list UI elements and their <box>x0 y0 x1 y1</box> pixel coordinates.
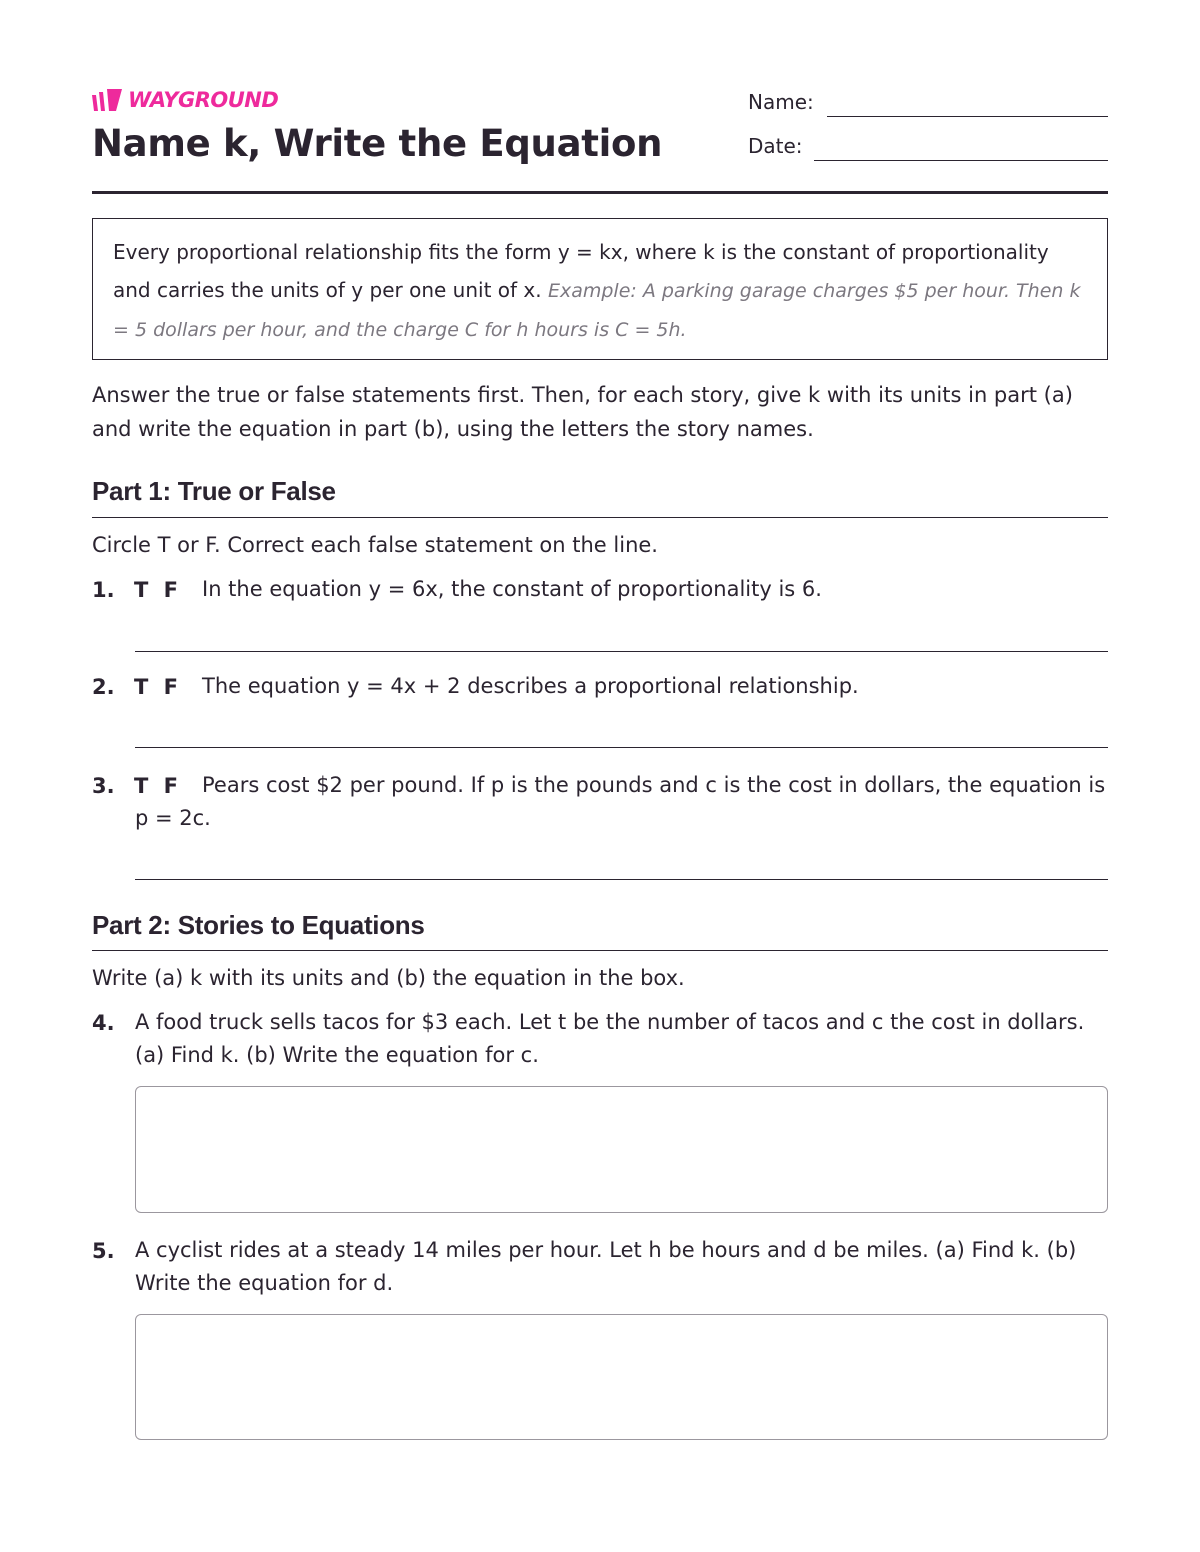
question-text: In the equation y = 6x, the constant of proportionality is 6. <box>202 577 822 601</box>
definition-example: Example: A parking garage charges $5 per hour. Then k = 5 dollars per hour, and the charge C for h hours is C = 5h. <box>113 280 1081 341</box>
question-number: 2. <box>92 675 115 699</box>
brand-name: WAYGROUND <box>128 88 279 112</box>
instructions: Answer the true or false statements first. Then, for each story, give k with its units in part (a) and write the equation in part (b), using the letters the story names. <box>92 383 1073 441</box>
question-number: 4. <box>92 1011 115 1035</box>
part1-heading: Part 1: True or False <box>92 476 336 506</box>
part2-heading: Part 2: Stories to Equations <box>92 910 425 940</box>
true-false-choice[interactable]: T F <box>134 578 182 602</box>
part2-direction: Write (a) k with its units and (b) the equation in the box. <box>92 966 685 990</box>
date-field[interactable] <box>814 160 1108 161</box>
question-number: 5. <box>92 1239 115 1263</box>
question-text: A food truck sells tacos for $3 each. Let t be the number of tacos and c the cost in dollars. (a) Find k. (b) Write the equation for c. <box>135 1010 1085 1067</box>
date-label: Date: <box>748 134 803 158</box>
part1-divider <box>92 517 1108 518</box>
correction-line[interactable] <box>135 879 1108 880</box>
header-divider <box>92 191 1108 194</box>
page-title: Name k, Write the Equation <box>92 122 663 165</box>
part1-direction: Circle T or F. Correct each false statement on the line. <box>92 533 658 557</box>
correction-line[interactable] <box>135 651 1108 652</box>
question-text: The equation y = 4x + 2 describes a proportional relationship. <box>202 674 859 698</box>
question-text: Pears cost $2 per pound. If p is the pounds and c is the cost in dollars, the equation is p = 2c. <box>135 773 1106 830</box>
worksheet-page <box>92 0 1108 1552</box>
true-false-choice[interactable]: T F <box>134 675 182 699</box>
question-text: A cyclist rides at a steady 14 miles per hour. Let h be hours and d be miles. (a) Find k. (b) Write the equation for d. <box>135 1238 1077 1295</box>
answer-box[interactable] <box>135 1086 1108 1213</box>
definition-box <box>92 218 1108 360</box>
correction-line[interactable] <box>135 747 1108 748</box>
wayground-logo-icon <box>92 89 122 111</box>
part2-divider <box>92 950 1108 951</box>
question-number: 1. <box>92 578 115 602</box>
definition-text: Every proportional relationship fits the form y = kx, where k is the constant of proportionality and carries the units of y per one unit of x. <box>113 240 1049 302</box>
true-false-choice[interactable]: T F <box>134 774 182 798</box>
answer-box[interactable] <box>135 1314 1108 1440</box>
question-number: 3. <box>92 774 115 798</box>
name-label: Name: <box>748 90 814 114</box>
brand-logo <box>92 88 278 112</box>
name-field[interactable] <box>827 116 1108 117</box>
